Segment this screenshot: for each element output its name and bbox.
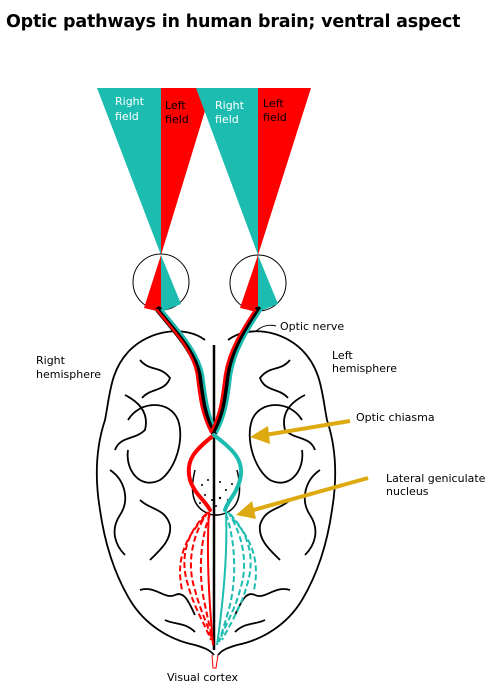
right-eye-left-field-label-1: Left [263,97,284,110]
visual-cortex-pointer [212,655,218,668]
optic-nerves [157,310,261,432]
right-eye-right-field-label-1: Right [215,99,244,112]
optic-chiasma-arrow [250,421,350,444]
right-hemisphere-label-2: hemisphere [36,368,102,381]
left-eye-right-field-label-1: Right [115,95,144,108]
right-hemisphere-label-1: Right [36,354,65,367]
visual-cortex-label: Visual cortex [167,671,239,684]
left-hemisphere-label-2: hemisphere [332,362,398,375]
brain-outline [97,331,336,655]
lateral-geniculate-label-2: nucleus [386,485,429,498]
right-eye-left-field-label-2: field [263,111,287,124]
right-eye-right-field-label-2: field [215,113,239,126]
left-eyeball [133,254,189,312]
left-eye-right-field-label-2: field [115,110,139,123]
lateral-geniculate-arrow [236,478,368,519]
left-eye-left-field-label-1: Left [165,99,186,112]
lateral-geniculate-label-1: Lateral geniculate [386,472,486,485]
optic-nerve-label: Optic nerve [280,320,345,333]
page-title: Optic pathways in human brain; ventral aspect [6,12,461,32]
optic-nerve-pointer [256,325,276,331]
right-eyeball [230,255,286,312]
optic-chiasma-label: Optic chiasma [356,411,435,424]
left-hemisphere-label-1: Left [332,349,353,362]
left-eye-left-field-label-2: field [165,113,189,126]
optic-radiations [180,512,256,642]
